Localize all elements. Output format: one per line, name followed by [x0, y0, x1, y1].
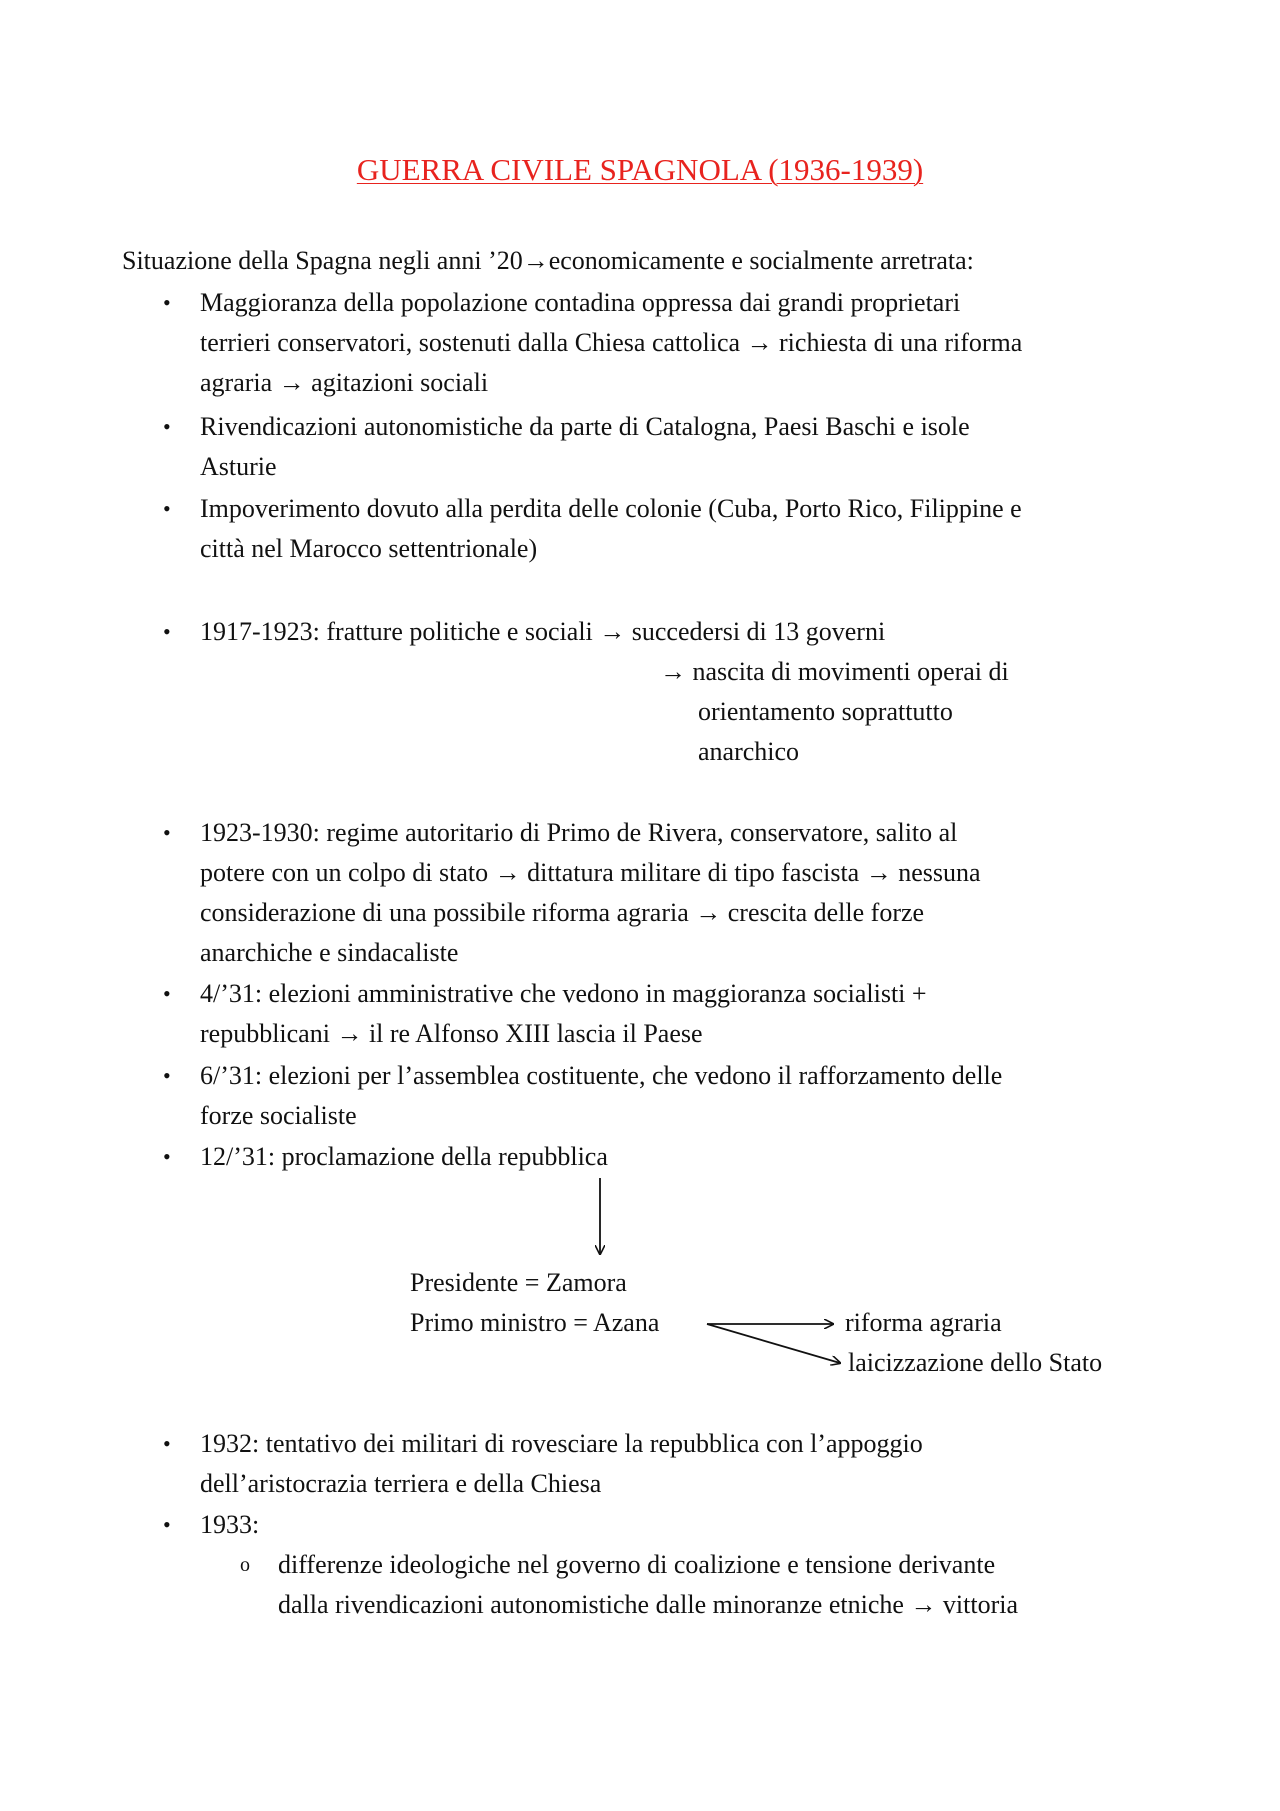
- bullet-4-line-4: anarchico: [698, 737, 800, 766]
- sub-bullet-line-2: dalla rivendicazioni autonomistiche dalle minoranze etniche → vittoria: [278, 1590, 1019, 1619]
- bullet-10-line-1: 1933:: [200, 1510, 260, 1539]
- bullet-9-line-2: dell’aristocrazia terriera e della Chiesa: [200, 1469, 602, 1498]
- bullet-5-line-3: considerazione di una possibile riforma agraria → crescita delle forze: [200, 898, 925, 927]
- sub-bullet-line-1: differenze ideologiche nel governo di coalizione e tensione derivante: [278, 1550, 996, 1579]
- bullet-4-line-3: orientamento soprattutto: [698, 697, 953, 726]
- bullet-icon: •: [163, 290, 171, 315]
- bullet-7-line-2: forze socialiste: [200, 1101, 357, 1130]
- bullet-3-line-1: Impoverimento dovuto alla perdita delle colonie (Cuba, Porto Rico, Filippine e: [200, 494, 1022, 523]
- bullet-icon: •: [163, 1063, 171, 1088]
- bullet-3-line-2: città nel Marocco settentrionale): [200, 534, 538, 563]
- intro-text: Situazione della Spagna negli anni ’20→economicamente e socialmente arretrata:: [122, 246, 974, 275]
- bullet-2-line-2: Asturie: [200, 452, 277, 481]
- sub-bullet-icon: o: [240, 1554, 250, 1576]
- bullet-5-line-4: anarchiche e sindacaliste: [200, 938, 459, 967]
- bullet-6-line-1: 4/’31: elezioni amministrative che vedono in maggioranza socialisti +: [200, 979, 927, 1008]
- bullet-icon: •: [163, 981, 171, 1006]
- diagram-outcome-2: laicizzazione dello Stato: [848, 1348, 1103, 1377]
- bullet-1-line-3: agraria → agitazioni sociali: [200, 368, 489, 397]
- bullet-icon: •: [163, 496, 171, 521]
- bullet-6-line-2: repubblicani → il re Alfonso XIII lascia il Paese: [200, 1019, 703, 1048]
- bullet-icon: •: [163, 820, 171, 845]
- diagram-outcome-1: riforma agraria: [845, 1308, 1002, 1337]
- bullet-icon: •: [163, 619, 171, 644]
- bullet-4-line-1: 1917-1923: fratture politiche e sociali → succedersi di 13 governi: [200, 617, 886, 646]
- page-title: GUERRA CIVILE SPAGNOLA (1936-1939): [356, 152, 924, 187]
- bullet-9-line-1: 1932: tentativo dei militari di rovesciare la repubblica con l’appoggio: [200, 1429, 923, 1458]
- bullet-1-line-2: terrieri conservatori, sostenuti dalla Chiesa cattolica → richiesta di una riforma: [200, 328, 1023, 357]
- bullet-4-line-2: → nascita di movimenti operai di: [660, 657, 1009, 686]
- bullet-2-line-1: Rivendicazioni autonomistiche da parte di Catalogna, Paesi Baschi e isole: [200, 412, 970, 441]
- diagram-president: Presidente = Zamora: [410, 1268, 627, 1297]
- bullet-icon: •: [163, 414, 171, 439]
- bullet-7-line-1: 6/’31: elezioni per l’assemblea costituente, che vedono il rafforzamento delle: [200, 1061, 1003, 1090]
- bullet-8-line-1: 12/’31: proclamazione della repubblica: [200, 1142, 608, 1171]
- bullet-icon: •: [163, 1512, 171, 1537]
- bullet-icon: •: [163, 1144, 171, 1169]
- bullet-5-line-1: 1923-1930: regime autoritario di Primo de Rivera, conservatore, salito al: [200, 818, 958, 847]
- diagonal-arrow-icon: [707, 1324, 840, 1363]
- bullet-1-line-1: Maggioranza della popolazione contadina oppressa dai grandi proprietari: [200, 288, 961, 317]
- bullet-icon: •: [163, 1431, 171, 1456]
- diagram-prime-minister: Primo ministro = Azana: [410, 1308, 660, 1337]
- bullet-5-line-2: potere con un colpo di stato → dittatura militare di tipo fascista → nessuna: [200, 858, 981, 887]
